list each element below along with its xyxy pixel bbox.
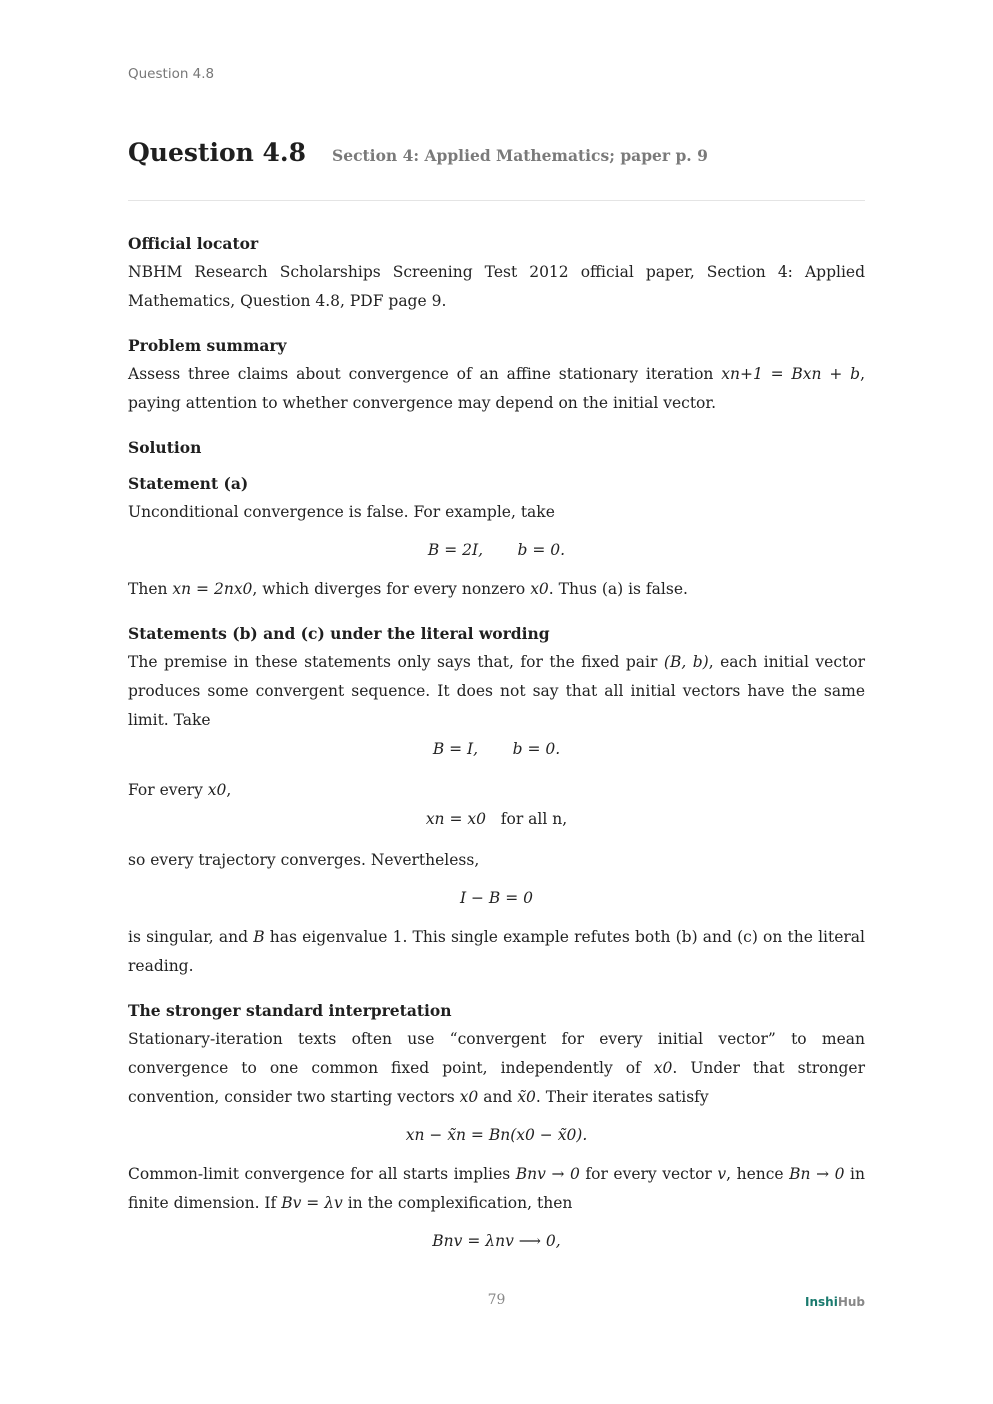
- brand-logo: [805, 1295, 865, 1309]
- solution-heading: Solution: [128, 438, 202, 457]
- main-content: [128, 230, 865, 1266]
- equation-part: B = 2I,: [427, 541, 484, 559]
- statement-a-heading: Statement (a): [128, 474, 249, 493]
- statement-bc-heading: Statements (b) and (c) under the literal wording: [128, 624, 550, 643]
- text-part: is singular, and: [128, 928, 254, 946]
- equation-part: Bnv = λnv ⟶ 0,: [432, 1232, 561, 1250]
- text-part: The premise in these statements only says that, for the fixed pair: [128, 653, 664, 671]
- singular-text: [128, 923, 865, 981]
- inline-math: xn = 2nx0: [172, 580, 253, 598]
- for-every-text: [128, 776, 865, 805]
- text-part: ,: [226, 781, 232, 799]
- inline-math: Bn → 0: [789, 1165, 845, 1183]
- title-row: [128, 138, 865, 167]
- text-part: Then: [128, 580, 173, 598]
- page-title: Question 4.8: [128, 138, 307, 167]
- equation-strong-1: [128, 1121, 865, 1150]
- equation-bc-1: [128, 735, 865, 764]
- page-number: 79: [487, 1292, 506, 1308]
- inline-math: (B, b): [663, 653, 709, 671]
- text-part: . Thus (a) is false.: [548, 580, 688, 598]
- text-part: in finite dimension. If: [128, 1165, 865, 1212]
- summary-text: [128, 360, 865, 418]
- text-part: and: [478, 1088, 518, 1106]
- running-header: Question 4.8: [128, 66, 215, 82]
- text-part: for every vector: [579, 1165, 718, 1183]
- statement-a-text: Unconditional convergence is false. For example, take: [128, 503, 555, 521]
- equation-bc-2: [128, 805, 865, 834]
- text-part: has eigenvalue 1. This single example refutes both (b) and (c) on the literal reading.: [128, 928, 865, 975]
- trajectory-text: so every trajectory converges. Nevertheless,: [128, 851, 480, 869]
- text-part: For every: [128, 781, 208, 799]
- header-divider: [128, 200, 865, 201]
- equation-part: xn − x̃n = Bn(x0 − x̃0).: [405, 1126, 588, 1144]
- text-part: Common-limit convergence for all starts implies: [128, 1165, 516, 1183]
- summary-text-part: Assess three claims about convergence of an affine stationary iteration: [128, 365, 722, 383]
- brand-part-1: Inshi: [805, 1295, 838, 1309]
- equation-bc-3: [128, 884, 865, 913]
- locator-text: NBHM Research Scholarships Screening Test 2012 official paper, Section 4: Applied Mathematics, Question 4.8, PDF page 9.: [128, 263, 865, 310]
- locator-heading: Official locator: [128, 234, 259, 253]
- equation-part: for all n,: [500, 810, 568, 828]
- text-part: in the complexification, then: [342, 1194, 573, 1212]
- page-subtitle: Section 4: Applied Mathematics; paper p. 9: [332, 146, 708, 165]
- equation-part: b = 0.: [512, 740, 561, 758]
- statement-a-conclusion: [128, 575, 865, 604]
- text-part: . Their iterates satisfy: [535, 1088, 709, 1106]
- strong-interpretation-text: [128, 1025, 865, 1112]
- equation-part: xn = x0: [425, 810, 486, 828]
- strong-interpretation-heading: The stronger standard interpretation: [128, 1001, 452, 1020]
- brand-part-2: Hub: [837, 1295, 865, 1309]
- equation-part: B = I,: [432, 740, 479, 758]
- summary-math: xn+1 = Bxn + b: [721, 365, 861, 383]
- text-part: , hence: [726, 1165, 790, 1183]
- summary-heading: Problem summary: [128, 336, 287, 355]
- text-part: , each initial vector produces some convergent sequence. It does not say that all initial vectors have the same limit. Take: [128, 653, 865, 729]
- text-part: Stationary-iteration texts often use “convergent for every initial vector” to mean convergence to one common fixed point, independently of: [128, 1030, 865, 1077]
- statement-bc-text: [128, 648, 865, 735]
- inline-math: Bnv → 0: [515, 1165, 580, 1183]
- equation-strong-2: [128, 1227, 865, 1256]
- inline-math: x0: [530, 580, 549, 598]
- inline-math: v: [717, 1165, 727, 1183]
- inline-math: x̃0: [517, 1088, 536, 1106]
- equation-part: b = 0.: [517, 541, 566, 559]
- common-limit-text: [128, 1160, 865, 1218]
- inline-math: x0: [653, 1059, 673, 1077]
- inline-math: x0: [459, 1088, 479, 1106]
- inline-math: B: [253, 928, 265, 946]
- equation-a: [128, 536, 865, 565]
- summary-text-part: , paying attention to whether convergence may depend on the initial vector.: [128, 365, 865, 412]
- text-part: , which diverges for every nonzero: [252, 580, 531, 598]
- text-part: . Under that stronger convention, consider two starting vectors: [128, 1059, 865, 1106]
- inline-math: Bv = λv: [281, 1194, 343, 1212]
- equation-part: I − B = 0: [459, 889, 534, 907]
- inline-math: x0: [207, 781, 227, 799]
